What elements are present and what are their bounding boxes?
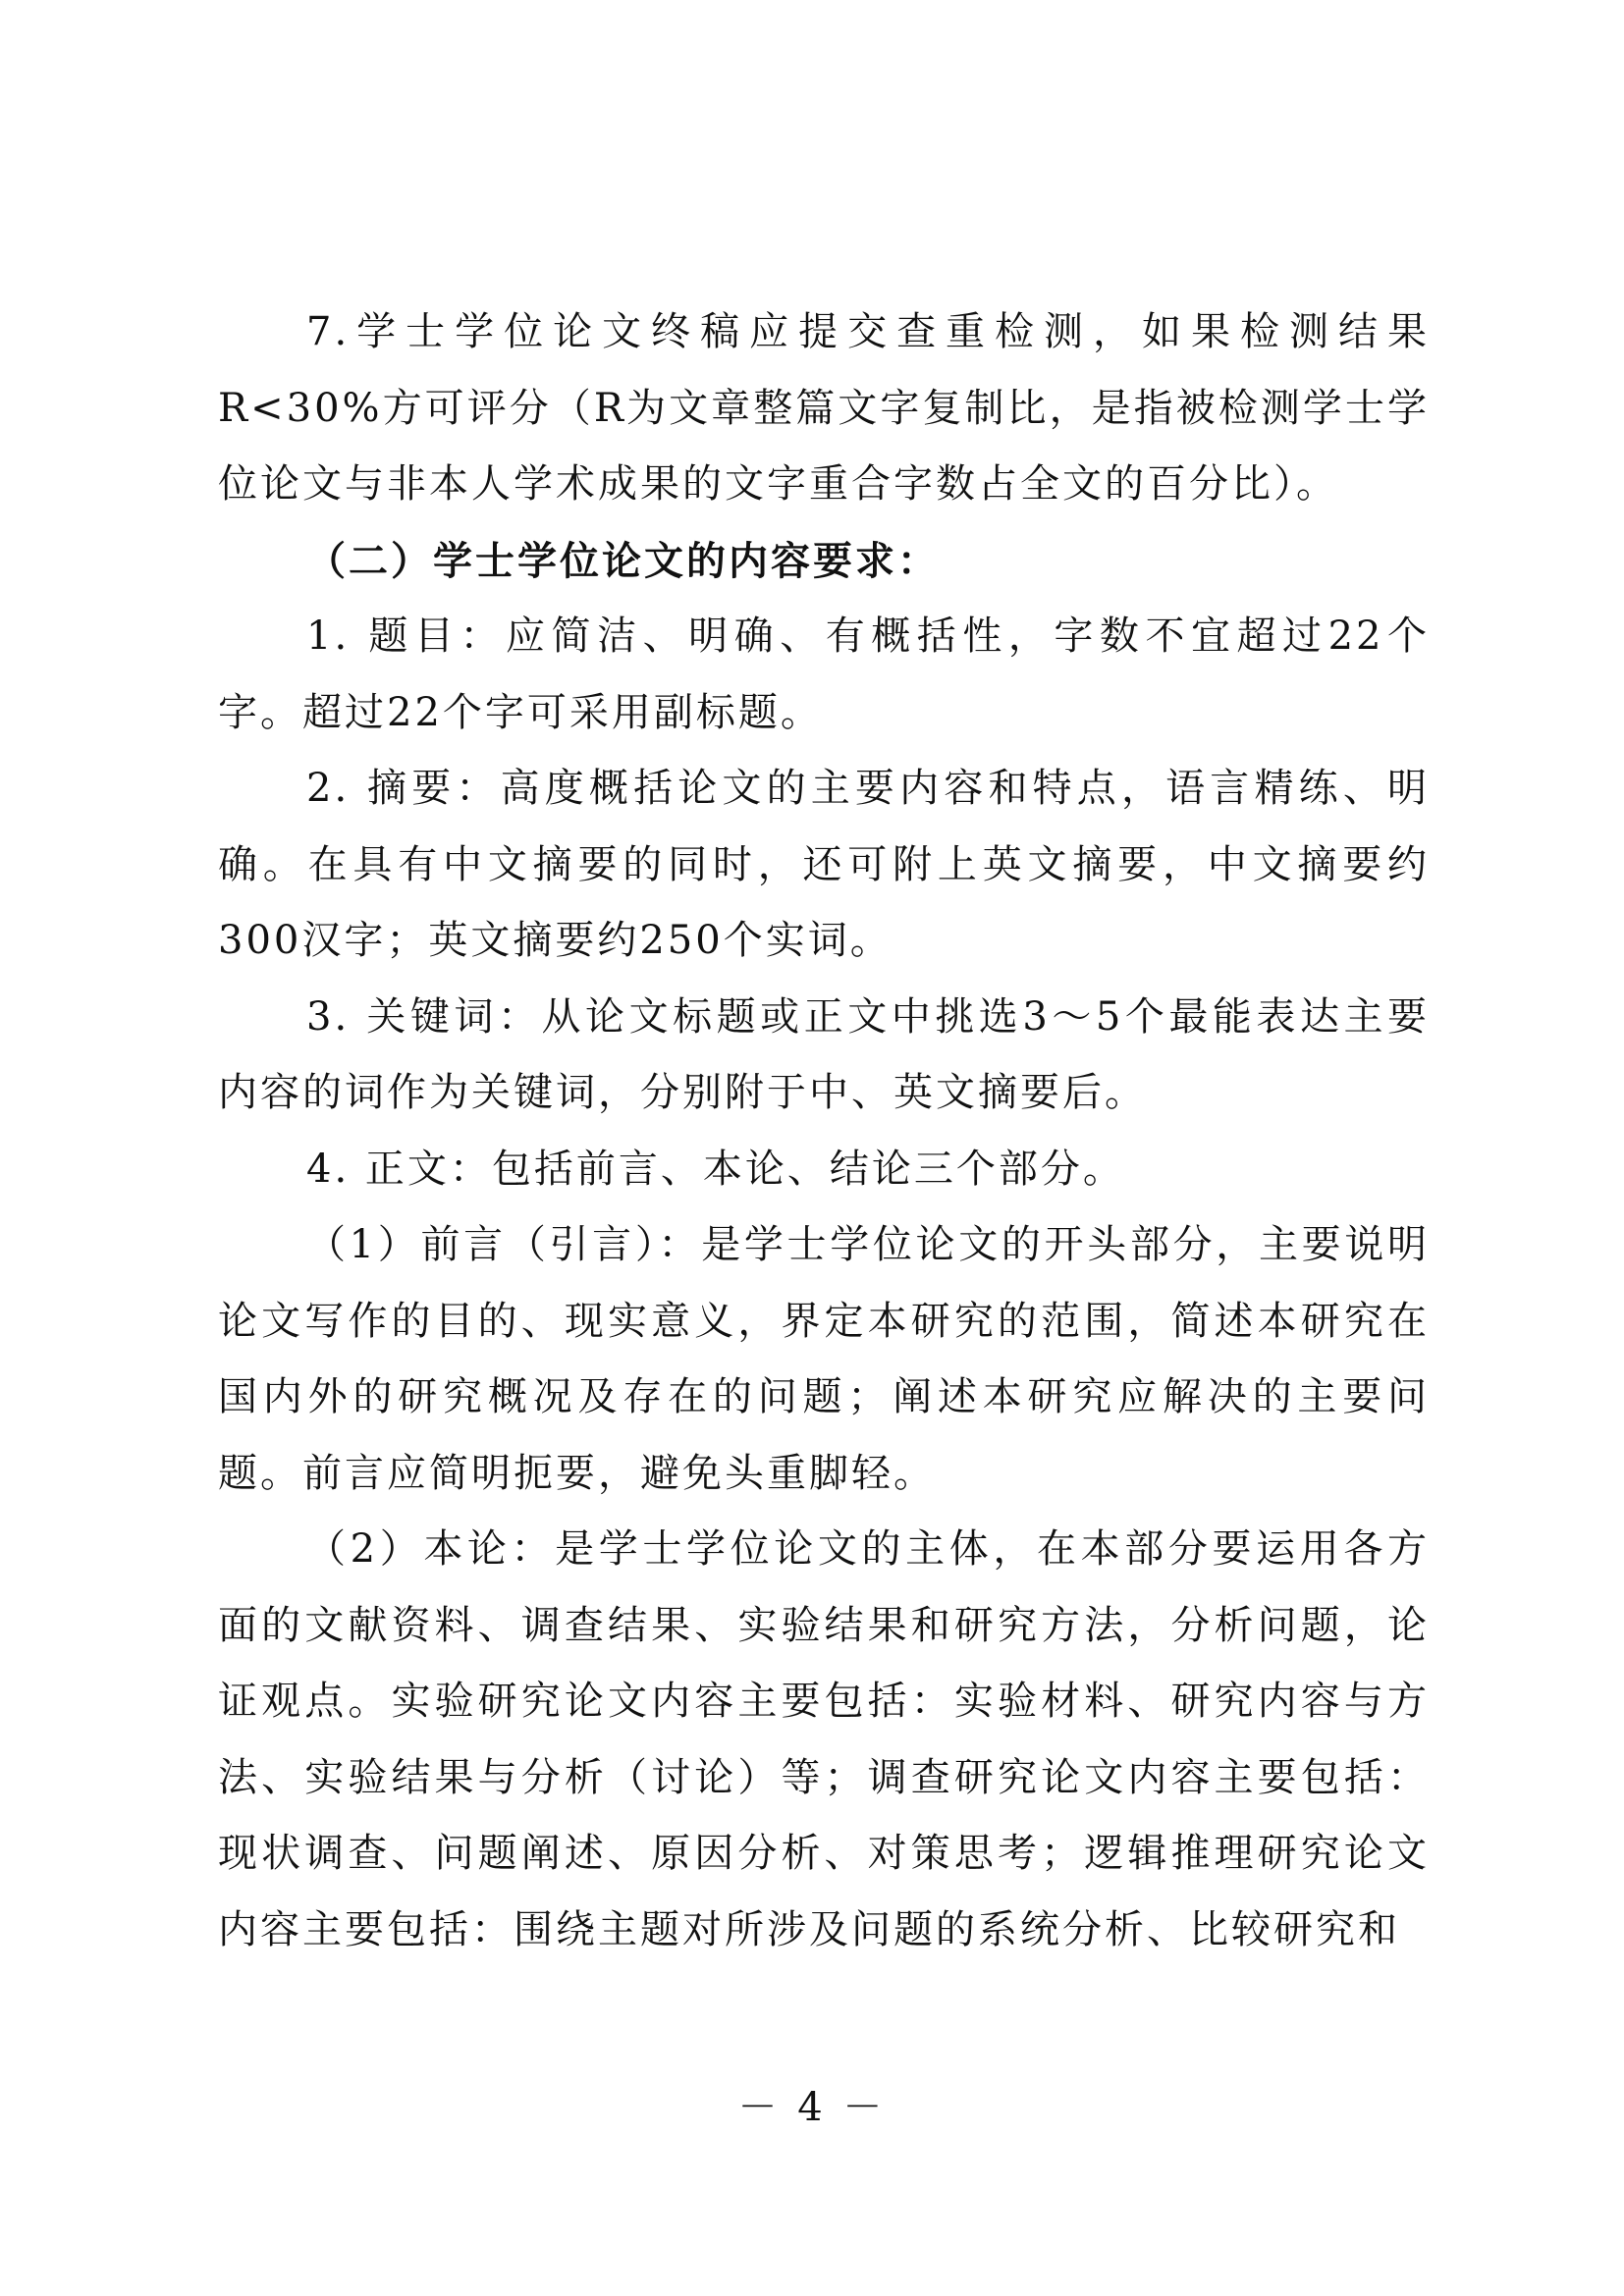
paragraph-main-text-requirement: 4. 正文：包括前言、本论、结论三个部分。 [306, 1146, 1125, 1192]
body-text [218, 294, 1430, 1968]
paragraph-main-body: （2）本论：是学士学位论文的主体，在本部分要运用各方面的文献资料、调查结果、实验结果和研究方法，分析问题，论证观点。实验研究论文内容主要包括：实验材料、研究内容与方法、实验结果与分析（讨论）等；调查研究论文内容主要包括：现状调查、问题阐述、原因分析、对策思考；逻辑推理研究论文内容主要包括：围绕主题对所涉及问题的系统分析、比较研究和 [218, 1526, 1430, 1952]
paragraph-abstract-requirement: 2. 摘要：高度概括论文的主要内容和特点，语言精练、明确。在具有中文摘要的同时，还可附上英文摘要，中文摘要约300汉字；英文摘要约250个实词。 [218, 766, 1430, 963]
paragraph-keywords-requirement: 3. 关键词：从论文标题或正文中挑选3～5个最能表达主要内容的词作为关键词，分别附于中、英文摘要后。 [218, 993, 1430, 1115]
page-number: － 4 － [737, 2085, 887, 2130]
paragraph-plagiarism-check: 7.学士学位论文终稿应提交查重检测，如果检测结果R<30%方可评分（R为文章整篇文字复制比，是指被检测学士学位论文与非本人学术成果的文字重合字数占全文的百分比）。 [218, 309, 1430, 507]
paragraph-introduction: （1）前言（引言）：是学士学位论文的开头部分，主要说明论文写作的目的、现实意义，界定本研究的范围，简述本研究在国内外的研究概况及存在的问题；阐述本研究应解决的主要问题。前言应简明扼要，避免头重脚轻。 [218, 1222, 1430, 1496]
section-heading-content-requirements: （二）学士学位论文的内容要求： [306, 537, 940, 584]
paragraph-title-requirement: 1. 题目：应简洁、明确、有概括性，字数不宜超过22个字。超过22个字可采用副标题。 [218, 614, 1430, 735]
